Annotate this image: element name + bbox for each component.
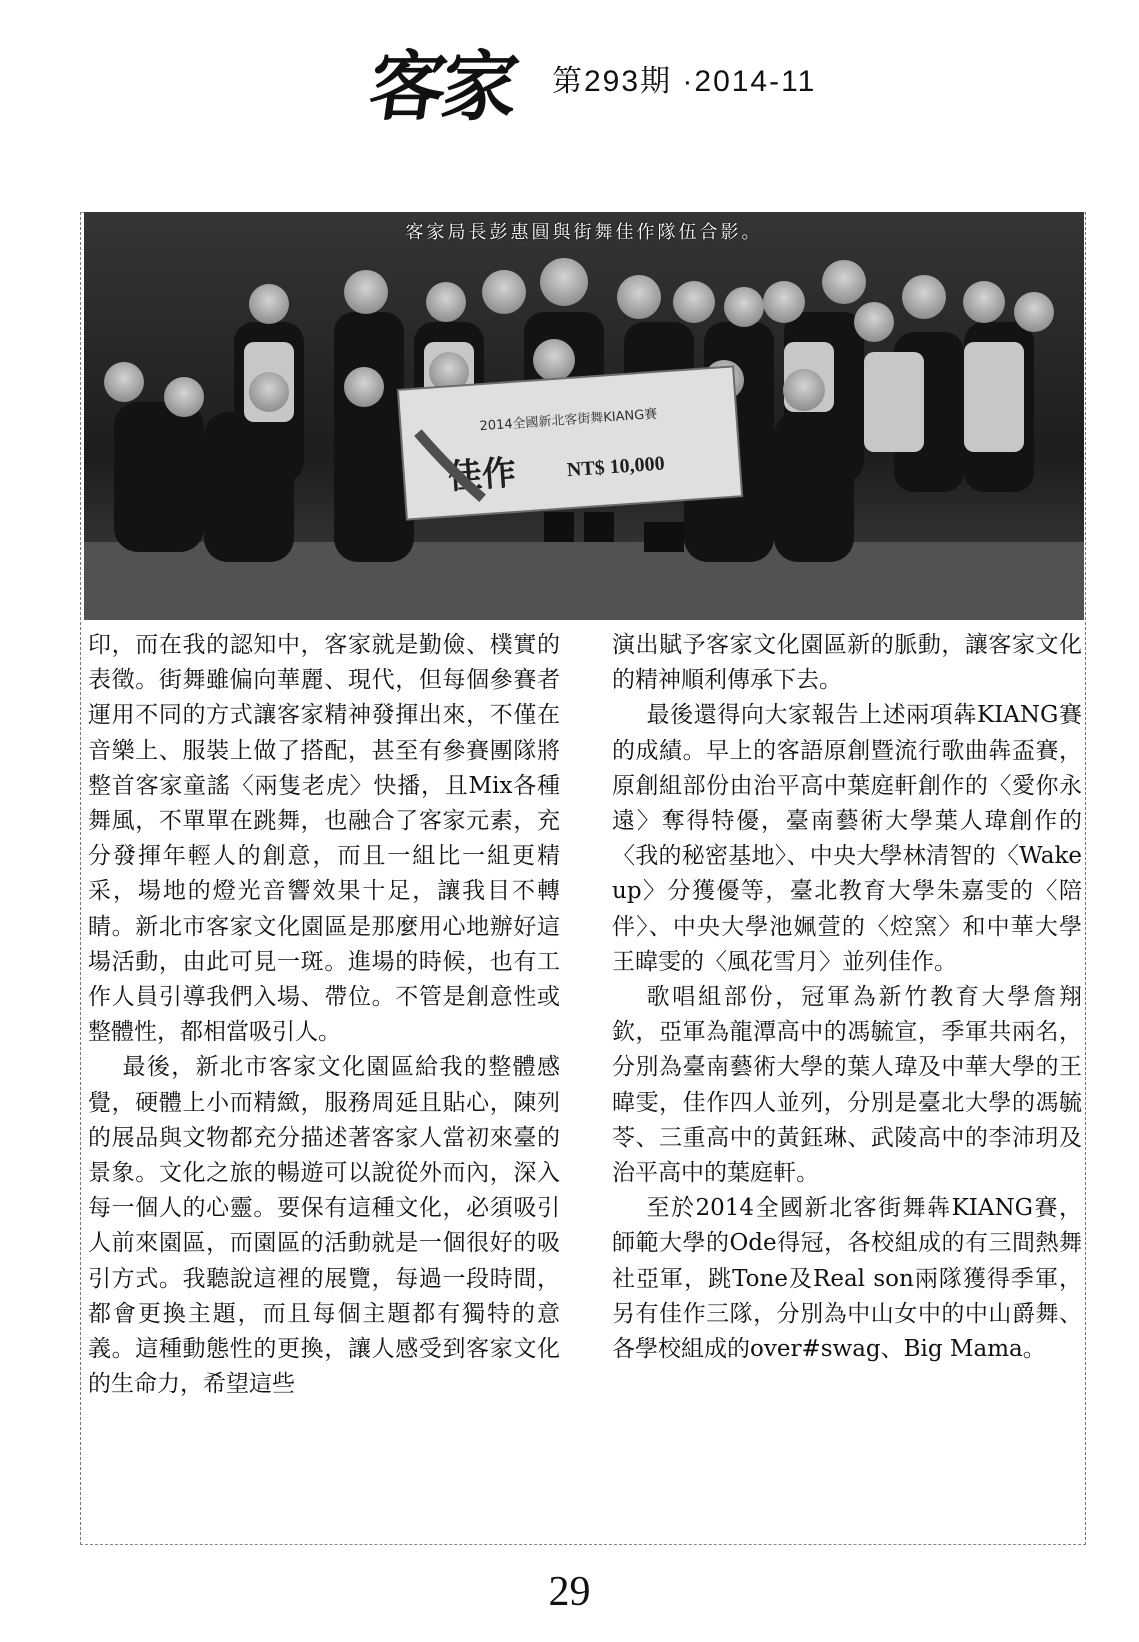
- issue-info: 第293期 ·2014-11: [552, 65, 817, 98]
- masthead: [0, 30, 1139, 130]
- page-number: 29: [548, 1569, 591, 1615]
- paragraph: 至於2014全國新北客街舞犇KIANG賽，師範大學的Ode得冠，各校組成的有三間熱舞社亞軍，跳Tone及Real son兩隊獲得季軍，另有佳作三隊，分別為中山女中的中山爵舞、各學校組成的over#swag、Big Mama。: [612, 1195, 1082, 1363]
- paragraph: 最後，新北市客家文化園區給我的整體感覺，硬體上小而精緻，服務周延且貼心，陳列的展品與文物都充分描述著客家人當初來臺的景象。文化之旅的暢遊可以說從外而內，深入每一個人的心靈。要保有這種文化，必須吸引人前來園區，而園區的活動就是一個很好的吸引方式。我聽說這裡的展覽，每過一段時間，都會更換主題，而且每個主題都有獨特的意義。這種動態性的更換，讓人感受到客家文化的生命力，希望這些: [88, 1054, 560, 1398]
- magazine-logo: 客家: [363, 42, 521, 131]
- photo-illustration: [84, 212, 1084, 620]
- check-title: 2014全國新北客街舞KIANG賽: [479, 406, 658, 435]
- check-amount: NT$ 10,000: [566, 452, 666, 482]
- check-award: 佳作: [446, 452, 518, 498]
- paragraph: 演出賦予客家文化園區新的脈動，讓客家文化的精神順利傳承下去。: [612, 632, 1082, 694]
- paragraph: 印，而在我的認知中，客家就是勤儉、樸實的表徵。街舞雖偏向華麗、現代，但每個參賽者運用不同的方式讓客家精神發揮出來，不僅在音樂上、服裝上做了搭配，甚至有參賽團隊將整首客家童謠〈兩隻老虎〉快播，且Mix各種舞風，不單單在跳舞，也融合了客家元素，充分發揮年輕人的創意，而且一組比一組更精采，場地的燈光音響效果十足，讓我目不轉睛。新北市客家文化園區是那麼用心地辦好這場活動，由此可見一斑。進場的時候，也有工作人員引導我們入場、帶位。不管是創意性或整體性，都相當吸引人。: [88, 632, 560, 1046]
- paragraph: 歌唱組部份，冠軍為新竹教育大學詹翔欽，亞軍為龍潭高中的馮毓宣，季軍共兩名，分別為臺南藝術大學的葉人瑋及中華大學的王暐雯，佳作四人並列，分別是臺北大學的馮毓苓、三重高中的黃鈺琳、武陵高中的李沛玥及治平高中的葉庭軒。: [612, 984, 1082, 1187]
- paragraph: 最後還得向大家報告上述兩項犇KIANG賽的成績。早上的客語原創暨流行歌曲犇盃賽，原創組部份由治平高中葉庭軒創作的〈愛你永遠〉奪得特優，臺南藝術大學葉人瑋創作的〈我的秘密基地〉、中央大學林清智的〈Wake up〉分獲優等，臺北教育大學朱嘉雯的〈陪伴〉、中央大學池姵萱的〈焢窯〉和中華大學王暐雯的〈風花雪月〉並列佳作。: [612, 702, 1082, 975]
- photo-caption: 客家局長彭惠圓與街舞佳作隊伍合影。: [405, 222, 763, 243]
- group-photo: [84, 212, 1084, 620]
- article-column-right: [612, 628, 1082, 1367]
- article-column-left: [88, 628, 560, 1402]
